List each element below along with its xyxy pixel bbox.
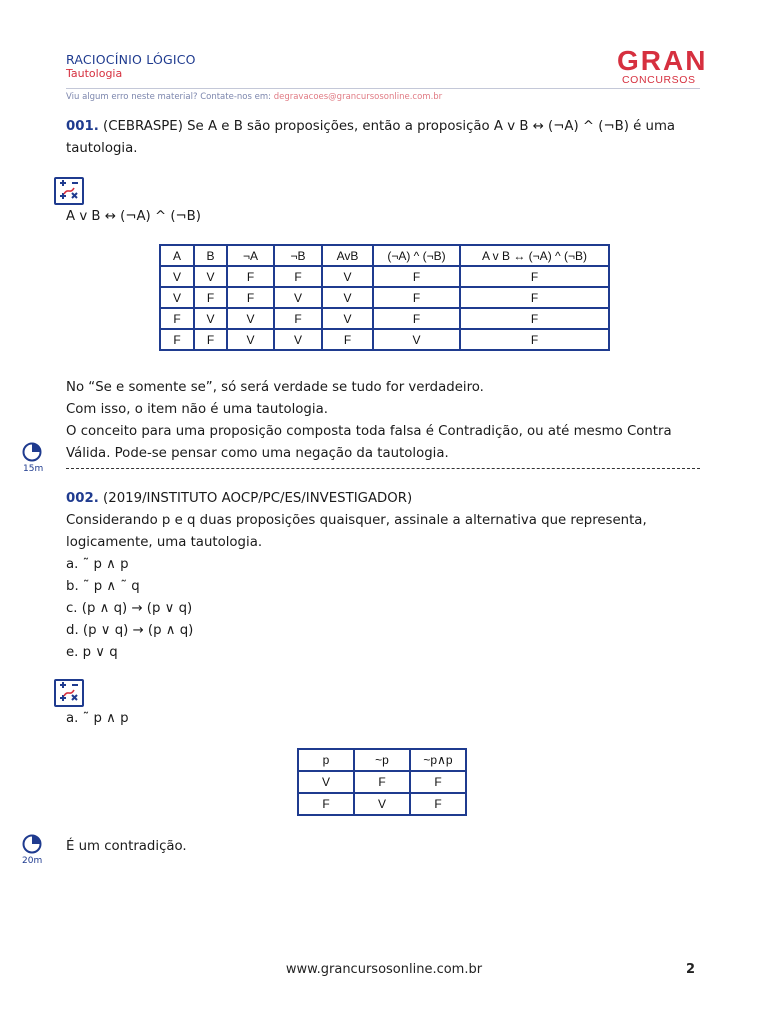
col-header: A [160, 245, 194, 266]
table-cell: F [274, 266, 322, 287]
question-2-statement [66, 488, 412, 510]
col-header: ¬A [227, 245, 274, 266]
question-1-text-cont: tautologia. [66, 141, 138, 156]
clock-icon [22, 834, 42, 858]
gran-logo: GRAN [617, 45, 708, 76]
option-b[interactable]: b. ˜ p ∧ ˜ q [66, 579, 140, 594]
question-1-statement [66, 116, 675, 138]
section-divider [66, 468, 700, 469]
table-cell: F [373, 308, 460, 329]
table-cell: F [298, 793, 354, 815]
table-cell: F [194, 329, 227, 350]
table-cell: F [194, 287, 227, 308]
table-cell: V [322, 287, 373, 308]
table-cell: F [322, 329, 373, 350]
col-header: p [298, 749, 354, 771]
table-cell: V [227, 308, 274, 329]
question-1-text: (CEBRASPE) Se A e B são proposições, então a proposição A v B ↔ (¬A) ^ (¬B) é uma [103, 119, 676, 134]
table-cell: F [227, 266, 274, 287]
q1-explanation-line: No “Se e somente se”, só será verdade se tudo for verdadeiro. [66, 380, 484, 395]
option-c[interactable]: c. (p ∧ q) → (p ∨ q) [66, 601, 193, 616]
table-cell: V [373, 329, 460, 350]
q2-conclusion: É um contradição. [66, 839, 187, 854]
table-row [160, 308, 609, 329]
table-cell: F [460, 308, 609, 329]
table-cell: V [194, 266, 227, 287]
subject-title: RACIOCÍNIO LÓGICO [66, 52, 196, 67]
col-header: A v B ↔ (¬A) ^ (¬B) [460, 245, 609, 266]
option-e[interactable]: e. p ∨ q [66, 645, 118, 660]
table-cell: F [373, 287, 460, 308]
q2-answer: a. ˜ p ∧ p [66, 711, 129, 726]
time-label: 15m [23, 464, 44, 474]
page-number: 2 [686, 962, 696, 977]
col-header: (¬A) ^ (¬B) [373, 245, 460, 266]
table-row [160, 266, 609, 287]
question-2-number: 002. [66, 491, 99, 506]
table-cell: V [322, 308, 373, 329]
option-d[interactable]: d. (p ∨ q) → (p ∧ q) [66, 623, 194, 638]
table-cell: V [194, 308, 227, 329]
table-cell: V [160, 266, 194, 287]
table-cell: V [322, 266, 373, 287]
table-cell: V [160, 287, 194, 308]
table-cell: F [460, 287, 609, 308]
calculator-icon [54, 177, 84, 205]
contact-email-link[interactable]: degravacoes@grancursosonline.com.br [273, 92, 443, 102]
gran-logo-subtitle: CONCURSOS [622, 74, 696, 86]
q1-explanation-line: Com isso, o item não é uma tautologia. [66, 402, 328, 417]
contact-line [66, 92, 442, 102]
q1-explanation-line: Válida. Pode-se pensar como uma negação da tautologia. [66, 446, 449, 461]
contact-prefix: Viu algum erro neste material? Contate-nos em: [66, 92, 271, 102]
table-cell: F [373, 266, 460, 287]
table-cell: V [274, 329, 322, 350]
topic-subtitle: Tautologia [66, 67, 123, 80]
table-cell: F [460, 266, 609, 287]
col-header: B [194, 245, 227, 266]
time-label: 20m [22, 856, 43, 866]
table-cell: F [227, 287, 274, 308]
col-header: ¬B [274, 245, 322, 266]
table-cell: F [160, 308, 194, 329]
q1-explanation-line: O conceito para uma proposição composta toda falsa é Contradição, ou até mesmo Contra [66, 424, 672, 439]
table-cell: V [274, 287, 322, 308]
table-header-row [298, 749, 466, 771]
q1-formula: A v B ↔ (¬A) ^ (¬B) [66, 209, 201, 224]
q1-truth-table [159, 244, 610, 351]
table-cell: V [354, 793, 410, 815]
table-row [298, 793, 466, 815]
table-row [160, 329, 609, 350]
table-cell: F [460, 329, 609, 350]
question-2-source: (2019/INSTITUTO AOCP/PC/ES/INVESTIGADOR) [103, 491, 413, 506]
table-row [298, 771, 466, 793]
table-cell: F [354, 771, 410, 793]
question-1-number: 001. [66, 119, 99, 134]
question-2-text-cont: logicamente, uma tautologia. [66, 535, 263, 550]
calculator-icon [54, 679, 84, 707]
table-cell: F [160, 329, 194, 350]
clock-icon [22, 442, 42, 466]
table-cell: V [227, 329, 274, 350]
footer-website-link[interactable]: www.grancursosonline.com.br [285, 962, 483, 977]
q2-truth-table [297, 748, 467, 816]
table-cell: V [298, 771, 354, 793]
table-cell: F [410, 793, 466, 815]
col-header: AvB [322, 245, 373, 266]
col-header: ~p [354, 749, 410, 771]
col-header: ~p∧p [410, 749, 466, 771]
option-a[interactable]: a. ˜ p ∧ p [66, 557, 129, 572]
question-2-text: Considerando p e q duas proposições quaisquer, assinale a alternativa que representa, [66, 513, 647, 528]
table-row [160, 287, 609, 308]
table-header-row [160, 245, 609, 266]
header-divider [66, 88, 700, 89]
table-cell: F [274, 308, 322, 329]
table-cell: F [410, 771, 466, 793]
